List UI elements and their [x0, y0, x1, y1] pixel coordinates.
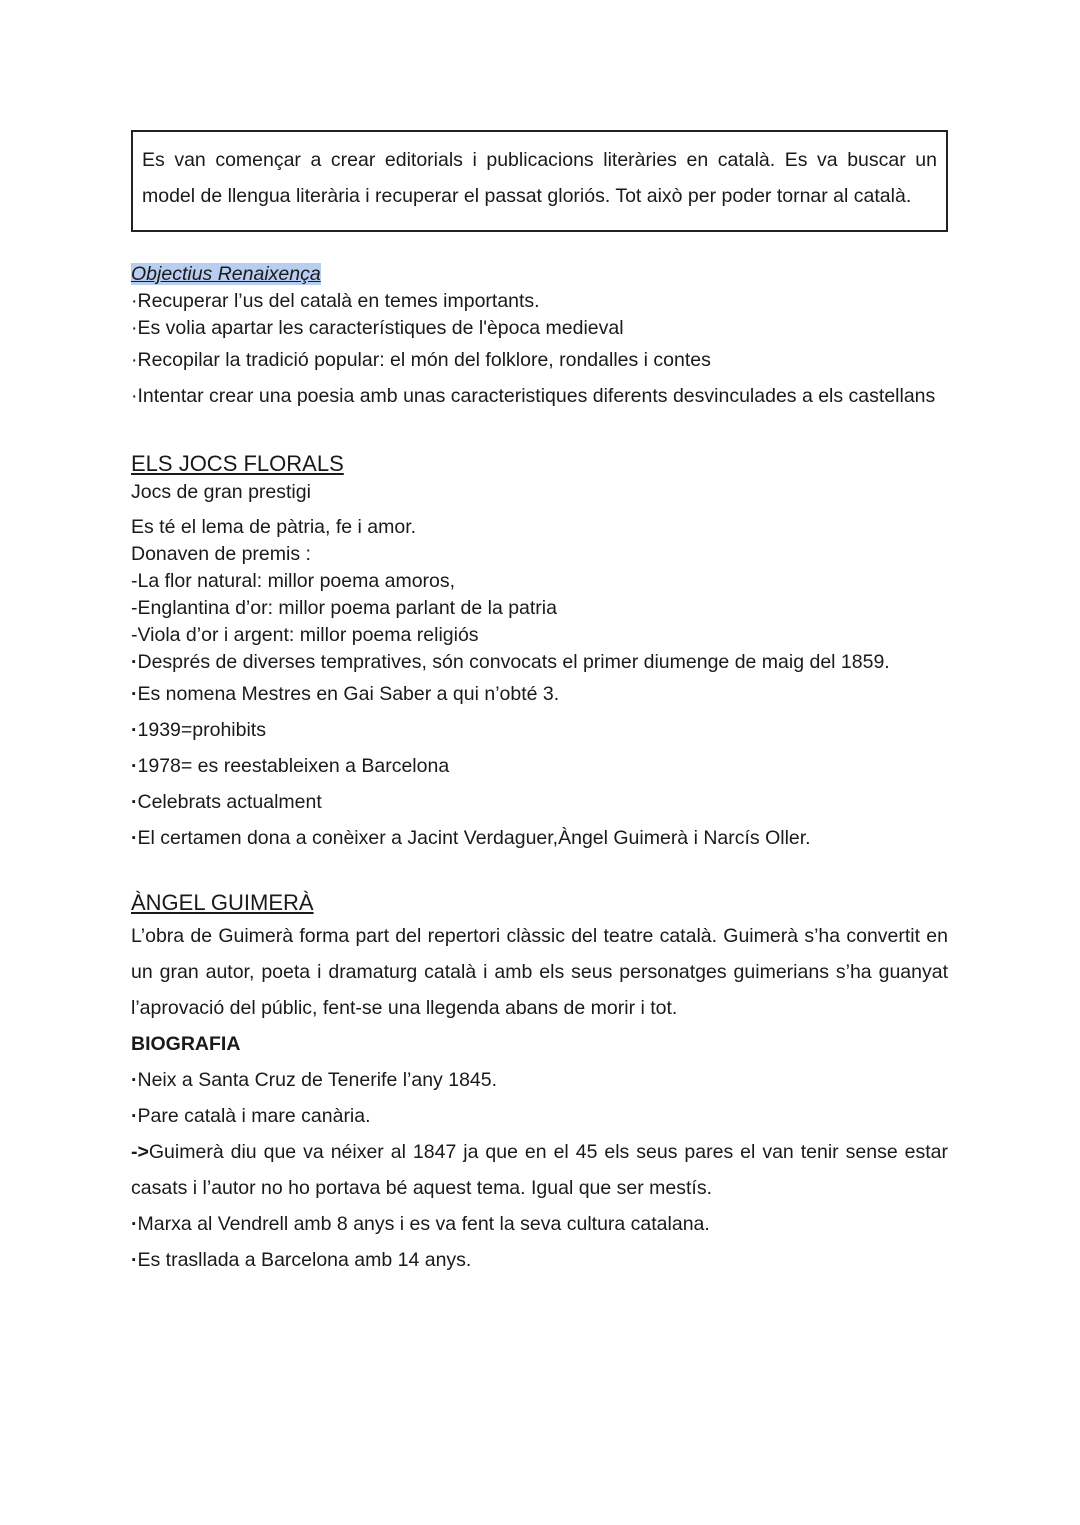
jocs-bullet: ·1939=prohibits: [131, 719, 266, 741]
jocs-line: -Englantina d’or: millor poema parlant de la patria: [131, 597, 557, 619]
objectius-title: Objectius Renaixença: [131, 263, 321, 285]
bullet-dot-icon: ·: [131, 1213, 138, 1235]
bio-item: ·Es trasllada a Barcelona amb 14 anys.: [131, 1249, 472, 1271]
jocs-bullet: ·Després de diverses tempratives, són convocats el primer diumenge de maig del 1859.: [131, 651, 890, 673]
guimera-paragraph: L’obra de Guimerà forma part del repertori clàssic del teatre català. Guimerà s’ha convertit en un gran autor, poeta i dramaturg català i amb els seus personatges guimerians s’ha guanyat l’aprovació del públic, fent-se una llegenda abans de morir i tot.: [131, 925, 948, 1019]
guimera-title: ÀNGEL GUIMERÀ: [131, 890, 314, 915]
jocs-line: -Viola d’or i argent: millor poema religiós: [131, 624, 479, 646]
bio-arrow-item: ->Guimerà diu que va néixer al 1847 ja que en el 45 els seus pares el van tenir sense estar casats i l’autor no ho portava bé aquest tema. Igual que ser mestís.: [131, 1141, 948, 1199]
bullet-dot-icon: ·: [131, 1069, 138, 1091]
jocs-bullet: ·El certamen dona a conèixer a Jacint Verdaguer,Àngel Guimerà i Narcís Oller.: [131, 827, 811, 849]
intro-box: [131, 130, 948, 232]
bio-item: ·Marxa al Vendrell amb 8 anys i es va fent la seva cultura catalana.: [131, 1213, 710, 1235]
jocs-line: Es té el lema de pàtria, fe i amor.: [131, 516, 417, 538]
bullet-dot-icon: ·: [131, 651, 138, 673]
jocs-section: [131, 449, 948, 856]
bullet-dot-icon: ·: [131, 683, 138, 705]
bullet-dot-icon: ·: [131, 827, 138, 849]
jocs-title: ELS JOCS FLORALS: [131, 451, 344, 476]
jocs-line: Donaven de premis :: [131, 543, 311, 565]
jocs-bullet: ·Es nomena Mestres en Gai Saber a qui n’obté 3.: [131, 683, 560, 705]
bullet-dot-icon: ·: [131, 755, 138, 777]
jocs-line: Jocs de gran prestigi: [131, 481, 311, 503]
objectius-item: ·Es volia apartar les característiques de l'època medieval: [131, 317, 624, 339]
jocs-line: -La flor natural: millor poema amoros,: [131, 570, 456, 592]
jocs-bullet: ·1978= es reestableixen a Barcelona: [131, 755, 450, 777]
arrow-icon: ->: [131, 1141, 149, 1163]
objectius-item: ·Recuperar l’us del català en temes importants.: [131, 290, 540, 312]
bullet-dot-icon: ·: [131, 719, 138, 741]
objectius-item: ·Recopilar la tradició popular: el món del folklore, rondalles i contes: [131, 349, 711, 371]
bullet-dot-icon: ·: [131, 1249, 138, 1271]
bio-item: ·Pare català i mare canària.: [131, 1105, 371, 1127]
page-content: [131, 130, 948, 1278]
biografia-title: BIOGRAFIA: [131, 1033, 241, 1055]
intro-text: Es van començar a crear editorials i publicacions literàries en català. Es va buscar un model de llengua literària i recuperar el passat gloriós. Tot això per poder tornar al català.: [142, 149, 937, 207]
bullet-dot-icon: ·: [131, 791, 138, 813]
bullet-dot-icon: ·: [131, 1105, 138, 1127]
objectius-item: ·Intentar crear una poesia amb unas caracteristiques diferents desvinculades a els castellans: [131, 385, 936, 407]
bio-item: ·Neix a Santa Cruz de Tenerife l’any 1845.: [131, 1069, 498, 1091]
guimera-section: [131, 888, 948, 1278]
jocs-bullet: ·Celebrats actualment: [131, 791, 322, 813]
objectius-section: [131, 261, 948, 414]
